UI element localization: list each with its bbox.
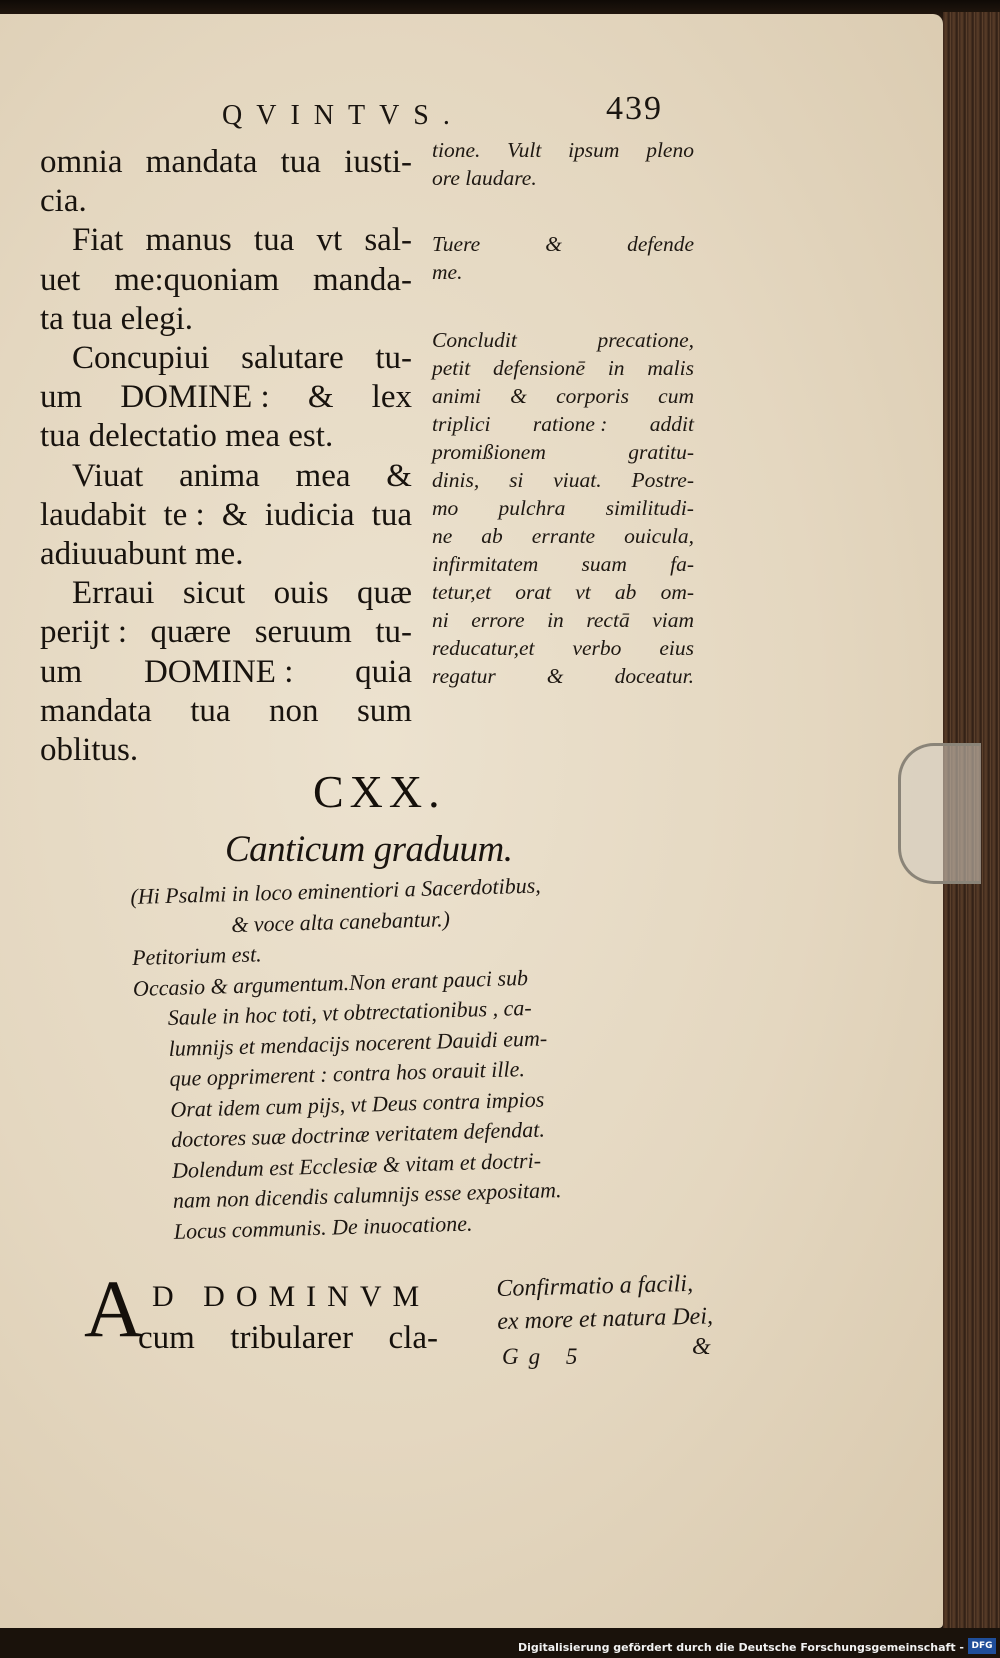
text-line (432, 230, 694, 258)
word: manda- (313, 261, 412, 298)
text-line (432, 136, 694, 164)
word: fa- (670, 552, 694, 576)
word: reducatur,et (432, 636, 535, 660)
word: seruum (254, 614, 352, 651)
word: & (307, 379, 334, 416)
word: tu- (375, 340, 412, 377)
argument-line: nam non dicendis calumnijs esse expositam. (172, 1177, 562, 1213)
word: Erraui (72, 575, 155, 612)
word: & (545, 232, 563, 256)
marginal-note-final (496, 1267, 713, 1339)
word: perijt : (40, 614, 128, 651)
text-line (432, 522, 694, 550)
word: um (40, 653, 83, 690)
word: errore (471, 608, 525, 632)
argument-line: doctores suæ doctrinæ veritatem defendat. (170, 1116, 546, 1152)
signature-mark: Gg 5 (502, 1344, 588, 1369)
word: iudicia (264, 496, 355, 533)
word: promißionem (432, 440, 546, 464)
word: oblitus. (40, 732, 139, 769)
word: rectā (586, 608, 630, 632)
text-line (40, 417, 412, 456)
word: adiuuabunt me. (40, 536, 244, 573)
argument-line: lumnijs et mendacijs nocerent Dauidi eum- (168, 1024, 548, 1061)
note-block (432, 326, 694, 690)
psalm-number: CXX. (313, 766, 446, 817)
text-line (432, 410, 694, 438)
marginal-notes (432, 136, 694, 690)
word: malis (647, 356, 694, 380)
text-line (432, 494, 694, 522)
verse-line (138, 1320, 438, 1357)
word: pleno (646, 138, 694, 162)
word: anima (179, 457, 260, 494)
digitization-credit: Digitalisierung gefördert durch die Deutsche Forschungsgemeinschaft - (517, 1641, 964, 1654)
word: Tuere (432, 232, 481, 256)
text-line (40, 692, 412, 731)
argument-line: Dolendum est Ecclesiæ & vitam et doctri- (171, 1147, 542, 1183)
page-number: 439 (606, 90, 663, 127)
word: ne (432, 524, 453, 548)
word: salutare (241, 340, 344, 377)
word: cia. (40, 183, 87, 220)
word: tetur,et (432, 580, 492, 604)
text-line (432, 606, 694, 634)
text-line (432, 382, 694, 410)
page-clip (898, 743, 981, 884)
text-line (432, 258, 694, 286)
word: & (386, 457, 412, 494)
word: in (607, 356, 625, 380)
text-line (432, 550, 694, 578)
text-line (432, 438, 694, 466)
word: mea (295, 457, 351, 494)
word: laudabit (40, 496, 147, 533)
argument-line: Petitorium est. (131, 941, 262, 970)
word: ore laudare. (432, 166, 537, 190)
word: ouis (273, 575, 329, 612)
argument-line: Occasio & argumentum.Non erant pauci sub (132, 964, 529, 1001)
word: tua delectatio mea est. (40, 418, 334, 455)
text-line (432, 326, 694, 354)
argument-line: (Hi Psalmi in loco eminentiori a Sacerdotibus, (130, 872, 542, 909)
word: defende (627, 232, 694, 256)
word: ta tua elegi. (40, 300, 194, 337)
word: mo (432, 496, 459, 520)
argument-line: Orat idem cum pijs, vt Deus contra impios (170, 1086, 545, 1122)
word: um (40, 379, 83, 416)
word: sal- (364, 222, 412, 259)
word: Concupiui (72, 340, 210, 377)
word: & (510, 384, 527, 408)
argument-line: que opprimerent : contra hos orauit ille. (169, 1056, 526, 1091)
word: & (546, 664, 564, 688)
word: cum (138, 1320, 195, 1356)
word: ratione : (532, 412, 608, 436)
word: infirmitatem (432, 552, 539, 576)
word: lex (371, 379, 412, 416)
text-line (40, 261, 412, 300)
word: ab (614, 580, 637, 604)
word: defensionē (493, 356, 585, 380)
text-line (40, 339, 412, 378)
word: verbo (572, 636, 622, 660)
word: dinis, (432, 468, 480, 492)
dfg-logo: DFG (968, 1638, 996, 1654)
note-line: Confirmatio a facili, (496, 1270, 694, 1302)
word: Fiat (72, 222, 124, 259)
text-line (40, 143, 412, 182)
verse-line: D DOMINVM (152, 1280, 431, 1313)
word: viuat. (553, 468, 602, 492)
word: tu- (375, 614, 412, 651)
word: cum (658, 384, 694, 408)
word: tua (280, 144, 321, 180)
word: Vult (507, 138, 542, 162)
word: quæ (356, 575, 412, 612)
text-line (40, 613, 412, 652)
text-line (40, 535, 412, 574)
text-line (40, 378, 412, 417)
word: sicut (182, 575, 246, 612)
word: ni (432, 608, 449, 632)
text-line (432, 662, 694, 690)
word: suam (581, 552, 627, 576)
text-line (40, 457, 412, 496)
word: me:quoniam (114, 261, 280, 298)
word: quære (150, 614, 232, 651)
word: uet (40, 261, 81, 298)
word: te : (163, 496, 205, 533)
word: non (269, 692, 319, 729)
word: tua (190, 692, 231, 729)
word: in (547, 608, 564, 632)
word: tua (371, 496, 412, 533)
psalm-argument (130, 866, 700, 1247)
word: tione. (432, 138, 481, 162)
word: iusti- (344, 144, 412, 180)
word: Viuat (72, 457, 144, 494)
text-line (432, 578, 694, 606)
word: orat (515, 580, 552, 604)
catchword: & (692, 1334, 711, 1360)
word: manus (145, 222, 232, 259)
text-line (40, 300, 412, 339)
text-line (432, 354, 694, 382)
text-line (432, 164, 694, 192)
word: vt (575, 580, 591, 604)
word: vt (316, 222, 343, 259)
word: om- (660, 580, 694, 604)
text-line (432, 466, 694, 494)
text-line (40, 182, 412, 221)
word: sum (356, 692, 412, 729)
word: gratitu- (628, 440, 694, 464)
word: animi (432, 384, 481, 408)
text-line (40, 653, 412, 692)
word: cla- (388, 1320, 438, 1356)
word: tribularer (230, 1320, 354, 1356)
argument-line: Locus communis. De inuocatione. (173, 1210, 473, 1244)
word: & (221, 496, 248, 533)
text-line (40, 496, 412, 535)
word: pulchra (498, 496, 566, 520)
argument-line: Saule in hoc toti, vt obtrectationibus , ca- (167, 994, 532, 1030)
text-line (40, 221, 412, 260)
word: Postre- (631, 468, 694, 492)
running-title: QVINTVS. (222, 100, 464, 131)
psalm-title: Canticum graduum. (225, 829, 513, 870)
word: eius (659, 636, 694, 660)
text-line (40, 574, 412, 613)
drop-capital: A (84, 1263, 144, 1354)
word: viam (652, 608, 694, 632)
word: precatione, (597, 328, 694, 352)
word: regatur (432, 664, 496, 688)
word: petit (432, 356, 471, 380)
word: si (509, 468, 524, 492)
note-line: ex more et natura Dei, (496, 1303, 714, 1335)
note-block (432, 136, 694, 192)
text-line (432, 634, 694, 662)
word: DOMINE : (120, 379, 270, 416)
word: mandata (40, 692, 152, 729)
word: omnia (40, 144, 123, 180)
note-block (432, 230, 694, 286)
word: mandata (145, 144, 258, 180)
word: quia (355, 653, 412, 690)
word: doceatur. (614, 664, 694, 688)
argument-line: & voce alta canebantur.) (230, 905, 451, 937)
word: similitudi- (605, 496, 694, 520)
word: Concludit (432, 328, 517, 352)
word: ipsum (568, 138, 620, 162)
word: ouicula, (624, 524, 694, 548)
word: errante (531, 524, 596, 548)
word: tua (253, 222, 295, 259)
word: triplici (432, 412, 491, 436)
main-text-column (40, 143, 412, 770)
word: me. (432, 260, 463, 284)
word: addit (649, 412, 694, 436)
word: DOMINE : (143, 653, 294, 690)
word: corporis (556, 384, 629, 408)
word: ab (481, 524, 503, 548)
